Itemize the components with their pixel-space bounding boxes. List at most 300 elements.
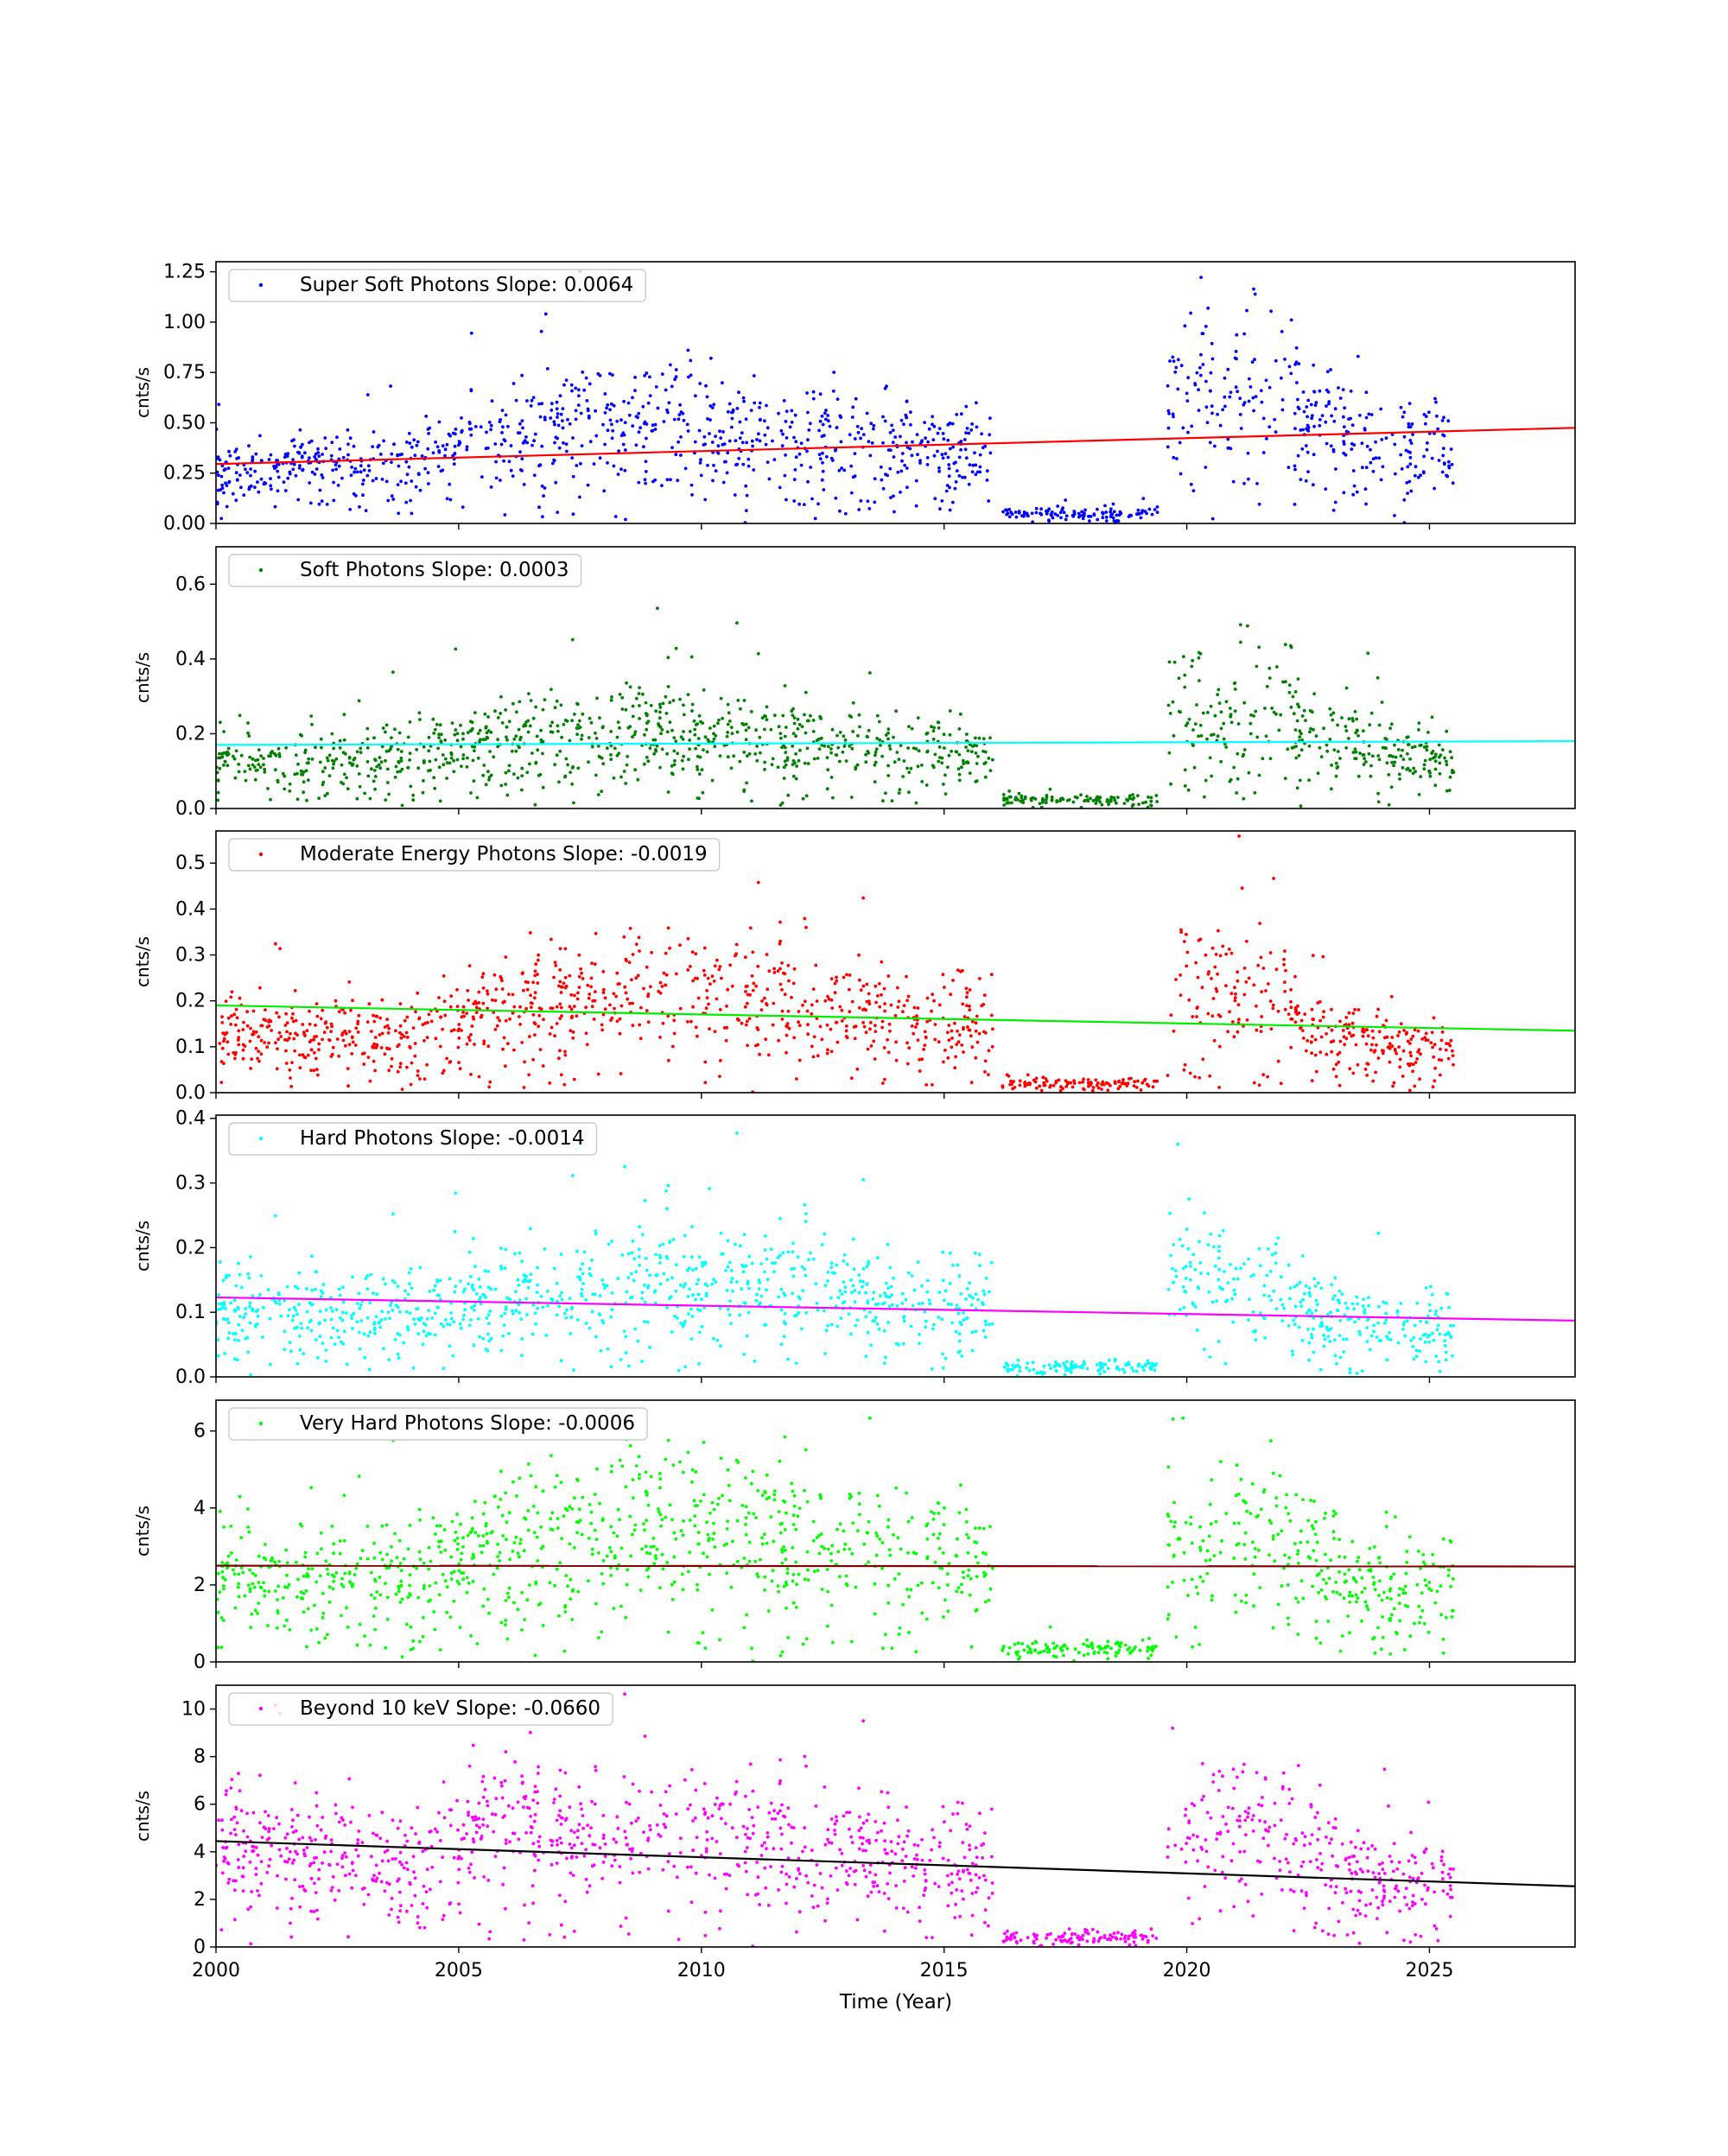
data-point bbox=[752, 982, 755, 986]
data-point bbox=[790, 409, 793, 413]
data-point bbox=[787, 1010, 791, 1013]
y-tick-label: 0.00 bbox=[163, 513, 206, 535]
data-point bbox=[886, 764, 890, 768]
data-point bbox=[656, 1273, 659, 1277]
data-point bbox=[800, 464, 804, 467]
data-point bbox=[858, 1291, 861, 1295]
data-point bbox=[1142, 1369, 1146, 1373]
data-point bbox=[785, 409, 789, 413]
data-point bbox=[958, 1332, 962, 1335]
data-point bbox=[1423, 1036, 1426, 1039]
data-point bbox=[232, 492, 235, 496]
data-point bbox=[519, 736, 523, 739]
data-point bbox=[359, 785, 362, 789]
data-point bbox=[826, 1279, 829, 1283]
data-point bbox=[518, 422, 522, 426]
data-point bbox=[357, 1030, 360, 1034]
data-point bbox=[532, 396, 536, 399]
data-point bbox=[541, 485, 544, 488]
data-point bbox=[1345, 687, 1349, 690]
data-point bbox=[1300, 1019, 1304, 1023]
data-point bbox=[933, 454, 937, 458]
data-point bbox=[683, 1285, 686, 1289]
data-point bbox=[1368, 752, 1371, 756]
data-point bbox=[694, 1298, 697, 1302]
data-point bbox=[350, 1052, 353, 1056]
data-point bbox=[763, 761, 766, 764]
data-point bbox=[1133, 1080, 1136, 1083]
data-point bbox=[943, 746, 946, 750]
data-point bbox=[1064, 498, 1067, 502]
data-point bbox=[784, 735, 787, 739]
data-point bbox=[286, 1038, 289, 1042]
data-point bbox=[1254, 791, 1257, 795]
data-point bbox=[826, 1024, 829, 1027]
data-point bbox=[784, 453, 787, 457]
data-point bbox=[345, 777, 348, 780]
data-point bbox=[499, 1267, 503, 1271]
data-point bbox=[675, 973, 678, 976]
data-point bbox=[652, 752, 656, 756]
data-point bbox=[613, 404, 616, 408]
data-point bbox=[1260, 956, 1263, 960]
data-point bbox=[1255, 395, 1258, 398]
data-point bbox=[849, 465, 853, 468]
data-point bbox=[1179, 929, 1183, 932]
data-point bbox=[1401, 415, 1405, 419]
data-point bbox=[1361, 1030, 1364, 1033]
data-point bbox=[1083, 509, 1087, 512]
data-point bbox=[730, 1280, 734, 1284]
data-point bbox=[348, 1043, 352, 1046]
data-point bbox=[552, 976, 556, 980]
data-point bbox=[226, 1337, 230, 1341]
data-point bbox=[1382, 1049, 1385, 1053]
data-point bbox=[229, 454, 232, 458]
data-point bbox=[727, 1308, 730, 1311]
data-point bbox=[654, 1253, 658, 1257]
data-point bbox=[1402, 1029, 1406, 1032]
data-point bbox=[804, 1311, 808, 1315]
data-point bbox=[661, 748, 664, 751]
data-point bbox=[784, 684, 787, 688]
data-point bbox=[854, 1024, 858, 1028]
data-point bbox=[689, 730, 692, 733]
data-point bbox=[1373, 1050, 1376, 1054]
data-point bbox=[258, 986, 262, 990]
data-point bbox=[1174, 366, 1178, 370]
data-point bbox=[718, 429, 721, 433]
data-point bbox=[310, 723, 314, 726]
data-point bbox=[1367, 413, 1370, 416]
data-point bbox=[359, 1319, 363, 1322]
data-point bbox=[880, 755, 884, 758]
data-point bbox=[854, 452, 857, 455]
data-point bbox=[702, 748, 705, 751]
data-point bbox=[296, 1287, 300, 1290]
data-point bbox=[317, 1043, 321, 1046]
data-point bbox=[518, 1252, 521, 1255]
data-point bbox=[851, 415, 854, 419]
data-point bbox=[1005, 797, 1008, 801]
data-point bbox=[1447, 1057, 1451, 1061]
data-point bbox=[301, 454, 304, 458]
data-point bbox=[240, 1286, 244, 1290]
data-point bbox=[487, 1086, 491, 1089]
data-point bbox=[269, 798, 272, 802]
data-point bbox=[397, 761, 401, 764]
data-point bbox=[644, 421, 647, 424]
data-point bbox=[276, 779, 279, 783]
data-point bbox=[1082, 1088, 1085, 1091]
data-point bbox=[827, 1271, 830, 1274]
data-point bbox=[570, 1008, 574, 1011]
data-point bbox=[331, 1309, 334, 1313]
data-point bbox=[445, 777, 448, 780]
data-point bbox=[1038, 1085, 1041, 1088]
data-point bbox=[348, 1030, 352, 1033]
data-point bbox=[454, 1191, 457, 1195]
data-point bbox=[1349, 417, 1352, 421]
data-point bbox=[836, 1041, 840, 1044]
data-point bbox=[804, 691, 808, 694]
data-point bbox=[251, 1309, 254, 1312]
data-point bbox=[925, 1290, 929, 1294]
data-point bbox=[768, 969, 772, 973]
data-point bbox=[918, 1333, 921, 1336]
data-point bbox=[1316, 1001, 1319, 1005]
data-point bbox=[473, 1343, 476, 1347]
data-point bbox=[520, 457, 524, 460]
data-point bbox=[434, 1333, 437, 1336]
data-point bbox=[802, 797, 805, 801]
data-point bbox=[854, 1300, 857, 1303]
panel-1 bbox=[132, 262, 1575, 535]
data-point bbox=[315, 467, 319, 471]
data-point bbox=[804, 1212, 808, 1215]
data-point bbox=[1248, 722, 1252, 726]
data-point bbox=[348, 756, 352, 759]
data-point bbox=[931, 415, 934, 418]
data-point bbox=[1109, 507, 1113, 510]
data-point bbox=[1376, 754, 1380, 758]
data-point bbox=[690, 709, 694, 713]
data-point bbox=[246, 732, 250, 735]
data-point bbox=[883, 1046, 886, 1049]
data-point bbox=[454, 1284, 457, 1288]
data-point bbox=[962, 1311, 965, 1315]
data-point bbox=[666, 1014, 670, 1018]
data-point bbox=[1374, 1071, 1377, 1075]
data-point bbox=[1448, 1044, 1452, 1048]
data-point bbox=[444, 1318, 448, 1322]
data-point bbox=[975, 401, 978, 404]
data-point bbox=[1388, 726, 1392, 730]
data-point bbox=[956, 1264, 960, 1267]
data-point bbox=[809, 466, 812, 469]
data-point bbox=[798, 749, 802, 752]
data-point bbox=[372, 1291, 375, 1295]
data-point bbox=[1195, 703, 1198, 707]
data-point bbox=[1363, 763, 1366, 766]
data-point bbox=[339, 1294, 342, 1297]
data-point bbox=[772, 758, 775, 761]
data-point bbox=[227, 1321, 231, 1324]
data-point bbox=[550, 688, 553, 691]
data-point bbox=[603, 443, 607, 447]
data-point bbox=[1242, 482, 1246, 485]
data-point bbox=[258, 1293, 262, 1297]
data-point bbox=[1007, 508, 1011, 511]
data-point bbox=[1427, 410, 1431, 414]
data-point bbox=[896, 986, 899, 990]
data-point bbox=[883, 1078, 886, 1081]
data-point bbox=[917, 1260, 920, 1264]
data-point bbox=[1415, 1057, 1419, 1061]
data-point bbox=[741, 463, 745, 466]
data-point bbox=[343, 739, 346, 742]
data-point bbox=[867, 999, 871, 1003]
data-point bbox=[443, 739, 447, 742]
data-point bbox=[374, 775, 378, 778]
data-point bbox=[889, 747, 893, 751]
data-point bbox=[1198, 679, 1201, 682]
data-point bbox=[667, 1059, 670, 1062]
data-point bbox=[1334, 501, 1337, 504]
data-point bbox=[898, 791, 901, 795]
data-point bbox=[746, 1020, 749, 1024]
data-point bbox=[854, 767, 857, 770]
data-point bbox=[299, 428, 302, 432]
data-point bbox=[725, 1026, 728, 1030]
data-point bbox=[1298, 407, 1301, 410]
data-point bbox=[537, 1014, 541, 1018]
data-point bbox=[1452, 1054, 1455, 1057]
data-point bbox=[1194, 961, 1198, 965]
data-point bbox=[1423, 764, 1426, 767]
data-point bbox=[666, 478, 670, 481]
data-point bbox=[631, 396, 634, 399]
data-point bbox=[645, 728, 648, 732]
data-point bbox=[397, 511, 400, 515]
y-axis-label: cnts/s bbox=[132, 651, 153, 704]
data-point bbox=[909, 410, 912, 414]
data-point bbox=[366, 760, 370, 764]
data-point bbox=[617, 449, 620, 453]
data-point bbox=[406, 472, 410, 476]
data-point bbox=[691, 980, 695, 983]
data-point bbox=[293, 1049, 296, 1053]
data-point bbox=[537, 1024, 540, 1028]
data-point bbox=[533, 973, 537, 977]
data-point bbox=[1284, 1008, 1287, 1011]
data-point bbox=[819, 457, 823, 460]
data-point bbox=[844, 512, 848, 516]
data-point bbox=[606, 746, 609, 750]
data-point bbox=[442, 974, 446, 978]
data-point bbox=[284, 1012, 288, 1016]
data-point bbox=[299, 733, 302, 737]
data-point bbox=[1352, 469, 1356, 472]
data-point bbox=[448, 483, 451, 486]
data-point bbox=[1121, 1078, 1125, 1081]
data-point bbox=[834, 991, 837, 994]
data-point bbox=[581, 1282, 585, 1285]
data-point bbox=[867, 1331, 870, 1335]
data-point bbox=[378, 766, 382, 770]
data-point bbox=[1438, 1058, 1441, 1062]
data-point bbox=[426, 1021, 429, 1024]
data-point bbox=[1185, 965, 1188, 968]
data-point bbox=[1283, 990, 1286, 993]
data-point bbox=[816, 999, 819, 1003]
data-point bbox=[1294, 1020, 1298, 1024]
data-point bbox=[951, 422, 955, 426]
data-point bbox=[315, 1068, 319, 1071]
data-point bbox=[461, 505, 465, 509]
data-point bbox=[222, 1304, 226, 1308]
data-point bbox=[256, 1057, 259, 1061]
data-point bbox=[1348, 1011, 1351, 1015]
data-point bbox=[1452, 1063, 1455, 1067]
data-point bbox=[755, 745, 759, 748]
data-point bbox=[238, 770, 241, 774]
data-point bbox=[1398, 773, 1401, 777]
data-point bbox=[477, 991, 480, 994]
data-point bbox=[580, 412, 583, 415]
data-point bbox=[579, 1267, 582, 1271]
data-point bbox=[983, 1070, 987, 1074]
data-point bbox=[274, 768, 277, 771]
data-point bbox=[684, 467, 688, 471]
data-point bbox=[520, 1337, 524, 1341]
data-point bbox=[812, 390, 816, 394]
data-point bbox=[745, 985, 748, 988]
data-point bbox=[427, 770, 430, 773]
data-point bbox=[850, 796, 854, 799]
data-point bbox=[1049, 788, 1052, 791]
data-point bbox=[1255, 1005, 1258, 1008]
data-point bbox=[1314, 1054, 1318, 1057]
data-point bbox=[609, 1316, 613, 1319]
data-point bbox=[794, 414, 797, 417]
data-point bbox=[477, 757, 480, 760]
data-point bbox=[477, 1278, 480, 1281]
data-point bbox=[390, 736, 393, 739]
data-point bbox=[885, 384, 888, 388]
data-point bbox=[708, 982, 712, 986]
data-point bbox=[1287, 1012, 1291, 1016]
data-point bbox=[893, 455, 896, 459]
data-point bbox=[219, 756, 222, 759]
data-point bbox=[1315, 401, 1318, 404]
data-point bbox=[816, 1302, 819, 1305]
data-point bbox=[688, 1266, 691, 1270]
data-point bbox=[512, 1005, 516, 1009]
data-point bbox=[1420, 744, 1423, 747]
data-point bbox=[224, 760, 227, 764]
data-point bbox=[1376, 676, 1380, 680]
data-point bbox=[404, 460, 408, 464]
data-point bbox=[1414, 474, 1417, 478]
data-point bbox=[1252, 288, 1255, 291]
data-point bbox=[746, 494, 749, 498]
data-point bbox=[337, 484, 340, 487]
data-point bbox=[1149, 803, 1153, 807]
data-point bbox=[532, 717, 536, 720]
data-point bbox=[408, 758, 411, 762]
data-point bbox=[1210, 775, 1213, 778]
data-point bbox=[911, 727, 914, 731]
data-point bbox=[1334, 407, 1337, 410]
data-point bbox=[937, 720, 940, 724]
data-point bbox=[382, 440, 385, 443]
data-point bbox=[540, 1007, 543, 1011]
data-point bbox=[1230, 720, 1234, 724]
data-point bbox=[1335, 775, 1338, 778]
data-point bbox=[843, 1253, 847, 1257]
data-point bbox=[619, 418, 623, 422]
data-point bbox=[556, 753, 559, 757]
data-point bbox=[698, 1255, 702, 1259]
data-point bbox=[467, 1282, 470, 1285]
data-point bbox=[1401, 766, 1405, 770]
data-point bbox=[860, 499, 863, 503]
data-point bbox=[1223, 405, 1227, 409]
data-point bbox=[586, 1043, 589, 1046]
data-point bbox=[263, 770, 266, 774]
data-point bbox=[832, 390, 835, 393]
data-point bbox=[332, 481, 335, 485]
data-point bbox=[1252, 983, 1255, 986]
data-point bbox=[314, 1057, 318, 1061]
data-point bbox=[760, 999, 764, 1003]
data-point bbox=[784, 751, 787, 754]
data-point bbox=[546, 1290, 550, 1293]
data-point bbox=[1214, 714, 1217, 718]
data-point bbox=[1348, 1031, 1351, 1035]
data-point bbox=[372, 1014, 375, 1018]
data-point bbox=[1202, 363, 1205, 366]
data-point bbox=[226, 484, 229, 487]
data-point bbox=[1097, 1087, 1101, 1090]
data-point bbox=[770, 1247, 773, 1251]
data-point bbox=[943, 732, 946, 736]
data-point bbox=[827, 745, 830, 748]
data-point bbox=[249, 767, 252, 770]
panel-4 bbox=[132, 1108, 1575, 1388]
data-point bbox=[223, 1352, 226, 1355]
data-point bbox=[804, 926, 808, 929]
data-point bbox=[334, 467, 338, 471]
data-point bbox=[556, 415, 559, 419]
data-point bbox=[441, 1028, 444, 1031]
data-point bbox=[1386, 1036, 1389, 1039]
data-point bbox=[617, 720, 620, 724]
data-point bbox=[1284, 680, 1287, 683]
data-point bbox=[1344, 725, 1348, 728]
data-point bbox=[488, 421, 492, 424]
data-point bbox=[816, 1309, 820, 1312]
data-point bbox=[891, 1303, 894, 1307]
data-point bbox=[473, 1265, 477, 1268]
data-point bbox=[562, 1083, 566, 1087]
data-point bbox=[532, 1013, 536, 1017]
data-point bbox=[1364, 503, 1368, 506]
data-point bbox=[754, 985, 758, 988]
data-point bbox=[705, 1006, 708, 1010]
data-point bbox=[405, 1016, 409, 1019]
